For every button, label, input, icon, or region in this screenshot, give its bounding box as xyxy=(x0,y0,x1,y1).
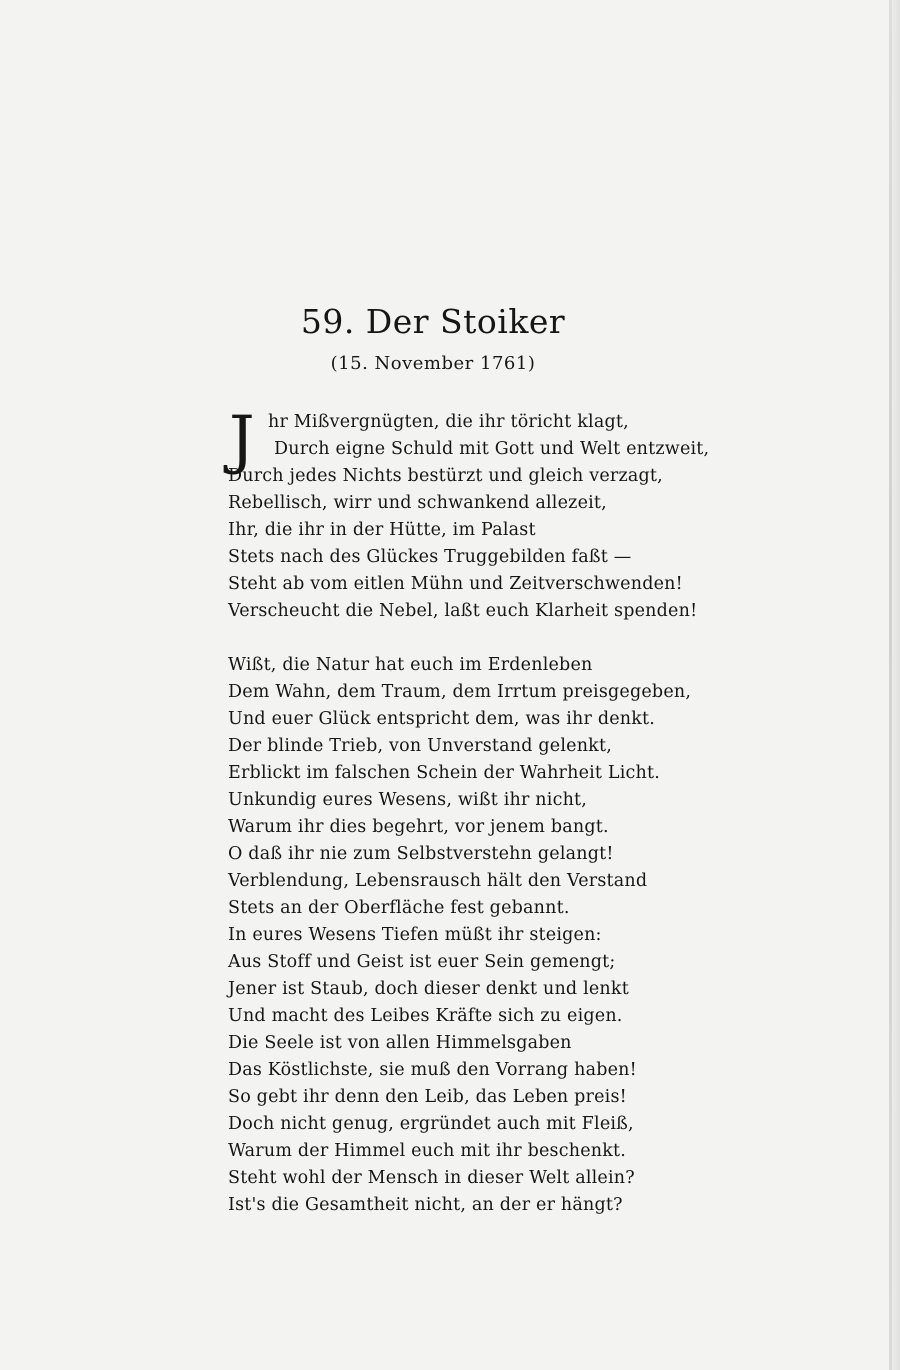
poem-line: Dem Wahn, dem Traum, dem Irrtum preisgegeben, xyxy=(228,682,692,702)
poem-title: 59. Der Stoiker xyxy=(300,302,566,341)
drop-cap: J xyxy=(229,403,255,477)
poem-line: hr Mißvergnügten, die ihr töricht klagt, xyxy=(268,412,629,432)
poem-line: Ihr, die ihr in der Hütte, im Palast xyxy=(228,520,536,540)
poem-line: Steht wohl der Mensch in dieser Welt allein? xyxy=(228,1168,635,1188)
poem-line: Das Köstlichste, sie muß den Vorrang haben! xyxy=(228,1060,637,1080)
poem-line: So gebt ihr denn den Leib, das Leben preis! xyxy=(228,1087,627,1107)
poem-line: O daß ihr nie zum Selbstverstehn gelangt! xyxy=(228,844,614,864)
binding-gutter xyxy=(889,0,892,1370)
poem-line: Erblickt im falschen Schein der Wahrheit Licht. xyxy=(228,763,661,783)
poem-line: Rebellisch, wirr und schwankend allezeit, xyxy=(228,493,607,513)
poem-line: Wißt, die Natur hat euch im Erdenleben xyxy=(228,655,593,675)
poem-line: In eures Wesens Tiefen müßt ihr steigen: xyxy=(228,925,602,945)
poem-line: Doch nicht genug, ergründet auch mit Fleiß, xyxy=(228,1114,634,1134)
poem-line: Jener ist Staub, doch dieser denkt und lenkt xyxy=(228,979,629,999)
poem-line: Verblendung, Lebensrausch hält den Verstand xyxy=(228,871,648,891)
poem-line: Durch jedes Nichts bestürzt und gleich verzagt, xyxy=(228,466,663,486)
poem-line: Aus Stoff und Geist ist euer Sein gemengt; xyxy=(228,952,616,972)
poem-line: Warum ihr dies begehrt, vor jenem bangt. xyxy=(228,817,609,837)
poem-line: Die Seele ist von allen Himmelsgaben xyxy=(228,1033,572,1053)
poem-line: Stets an der Oberfläche fest gebannt. xyxy=(228,898,570,918)
poem-line: Verscheucht die Nebel, laßt euch Klarheit spenden! xyxy=(228,601,698,621)
poem-line: Durch eigne Schuld mit Gott und Welt entzweit, xyxy=(274,439,710,459)
poem-line: Ist's die Gesamtheit nicht, an der er hängt? xyxy=(228,1195,623,1215)
poem-date: (15. November 1761) xyxy=(330,353,536,374)
poem-line: Steht ab vom eitlen Mühn und Zeitverschwenden! xyxy=(228,574,683,594)
poem-line: Und euer Glück entspricht dem, was ihr denkt. xyxy=(228,709,656,729)
poem-line: Unkundig eures Wesens, wißt ihr nicht, xyxy=(228,790,588,810)
poem-line: Der blinde Trieb, von Unverstand gelenkt, xyxy=(228,736,612,756)
poem-line: Stets nach des Glückes Truggebilden faßt — xyxy=(228,547,632,567)
poem-line: Und macht des Leibes Kräfte sich zu eigen. xyxy=(228,1006,623,1026)
page-edge xyxy=(892,0,900,1370)
poem-line: Warum der Himmel euch mit ihr beschenkt. xyxy=(228,1141,627,1161)
